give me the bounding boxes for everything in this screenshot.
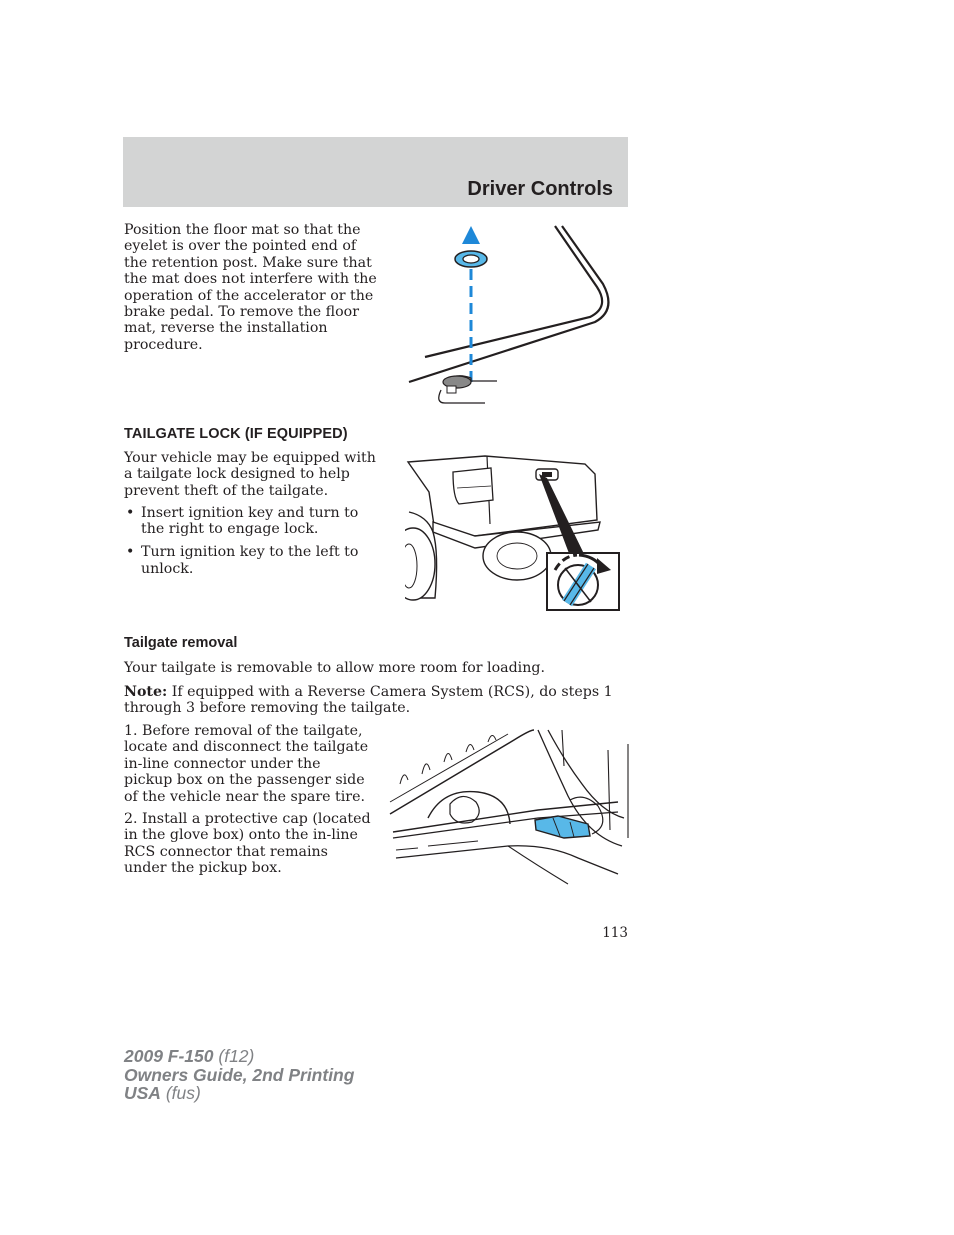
tailgate-removal-paragraph: Your tailgate is removable to allow more room for loading. — [124, 660, 545, 676]
bullet-icon: • — [126, 505, 135, 521]
footer-model: 2009 F-150 — [124, 1046, 214, 1066]
note-paragraph — [124, 684, 614, 717]
footer-model-code: (f12) — [213, 1046, 255, 1066]
step-1: 1. Before removal of the tailgate, locate and disconnect the tailgate in-line connector under the pickup box on the passenger side of the vehicle near the spare tire. — [124, 723, 369, 805]
tailgate-lock-steps — [124, 505, 384, 584]
tailgate-lock-illustration — [405, 452, 627, 614]
footer-line-model — [124, 1047, 354, 1066]
document-footer — [124, 1047, 354, 1103]
tailgate-removal-heading: Tailgate removal — [124, 635, 238, 651]
note-text: If equipped with a Reverse Camera System (RCS), do steps 1 through 3 before removing the tailgate. — [124, 684, 613, 717]
list-item — [124, 544, 384, 577]
inline-connector-illustration — [388, 726, 630, 886]
section-title: Driver Controls — [467, 178, 613, 200]
floor-mat-paragraph: Position the floor mat so that the eyelet is over the pointed end of the retention post. Make sure that the mat does not interfere with the operation of the accelerator or the brake pedal. To remove the floor mat, reverse the installation procedure. — [124, 222, 377, 353]
footer-line-guide: Owners Guide, 2nd Printing — [124, 1064, 355, 1085]
tailgate-lock-heading: TAILGATE LOCK (IF EQUIPPED) — [124, 426, 348, 442]
tailgate-lock-intro: Your vehicle may be equipped with a tailgate lock designed to help prevent theft of the tailgate. — [124, 450, 376, 499]
list-item — [124, 505, 384, 538]
page-number: 113 — [602, 925, 628, 941]
footer-market-code: (fus) — [160, 1083, 201, 1103]
footer-line-market — [124, 1084, 354, 1103]
bullet-icon: • — [126, 544, 135, 561]
list-item-text: Insert ignition key and turn to the right to engage lock. — [141, 505, 359, 538]
list-item-text: Turn ignition key to the left to unlock. — [141, 544, 359, 577]
footer-market: USA — [124, 1083, 161, 1103]
header-bar — [123, 137, 628, 207]
note-label: Note: — [124, 684, 168, 700]
step-2: 2. Install a protective cap (located in the glove box) onto the in-line RCS connector that remains under the pickup box. — [124, 811, 371, 877]
floor-mat-retention-illustration — [405, 222, 630, 408]
